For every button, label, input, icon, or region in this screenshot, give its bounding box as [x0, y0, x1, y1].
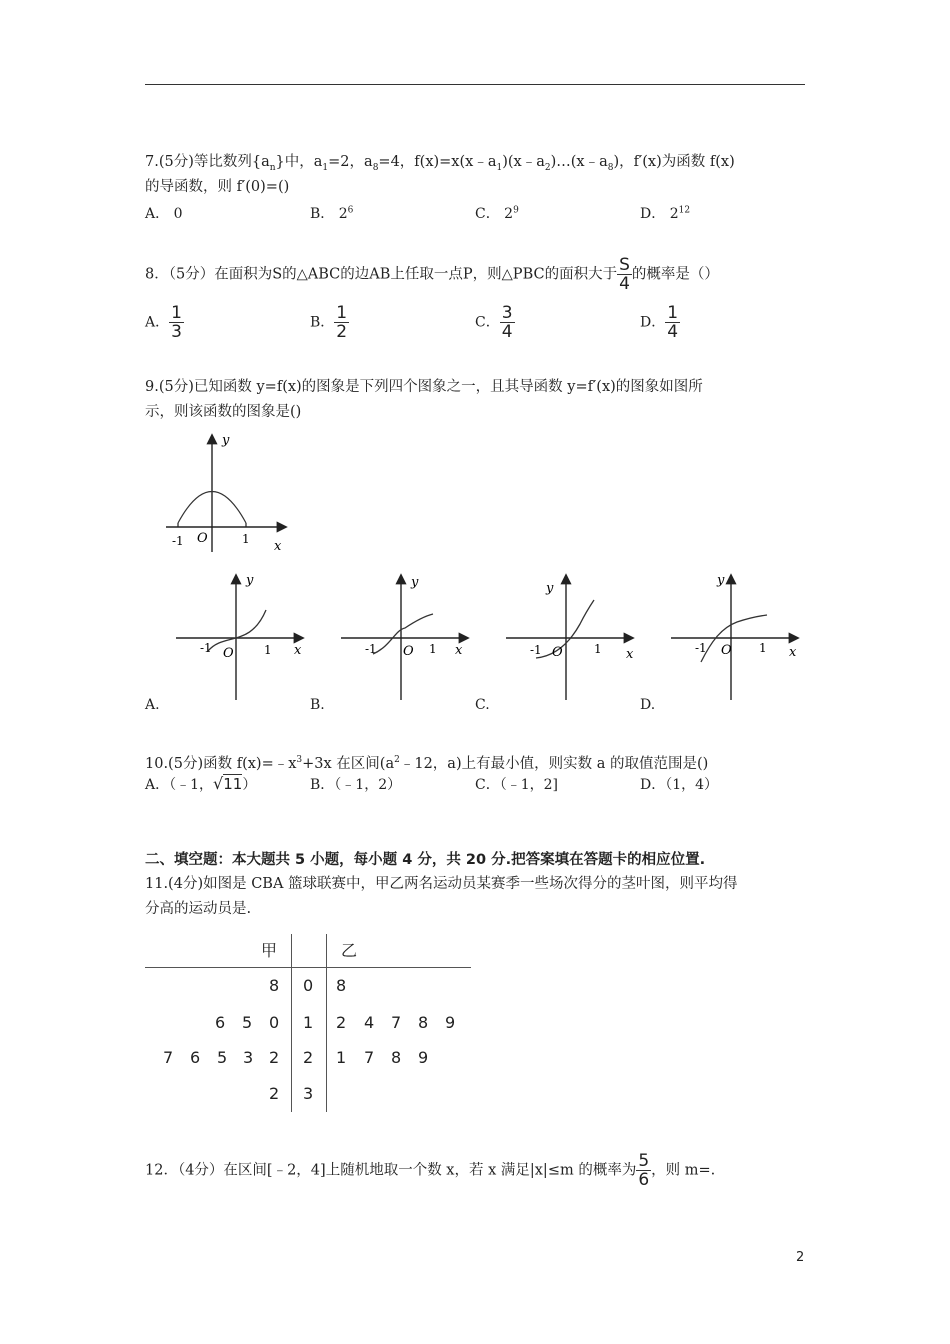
svg-text:y: y [411, 575, 419, 590]
leaf-left: 5 [242, 1013, 253, 1032]
q10-option-a: A．（﹣1，√11） [145, 774, 257, 793]
svg-text:1: 1 [759, 641, 767, 655]
leaf-right: 8 [418, 1013, 429, 1032]
stem: 3 [303, 1084, 314, 1103]
svg-text:1: 1 [264, 643, 272, 657]
q10-line1: 10.(5分)函数 $f(x)=﹣x^3+3x$ 在区间($a^2﹣12$，a)上有最小值，则实数 a 的取值范围是() [145, 755, 709, 772]
q9-graph-b [335, 572, 475, 702]
q9-graph-d [665, 572, 805, 702]
q7-line2: 的导函数，则 f′(0)=() [145, 179, 290, 195]
svg-text:-1: -1 [172, 534, 184, 548]
q9-line2: 示，则该函数的图象是() [145, 404, 302, 420]
q11-line1: 11.(4分)如图是 CBA 篮球联赛中，甲乙两名运动员某赛季一些场次得分的茎叶图，则平均得 [145, 876, 738, 892]
q10-option-d: D．（1，4） [640, 777, 719, 793]
q8-option-c: C． $\frac{3}{4}$ [475, 303, 513, 342]
leaf-right: 8 [336, 976, 347, 995]
svg-text:-1: -1 [695, 641, 707, 655]
leaf-right: 9 [445, 1013, 456, 1032]
leaf-left: 8 [269, 976, 280, 995]
q10-option-b: B．（﹣1，2） [310, 777, 402, 793]
leaf-left: 5 [217, 1048, 228, 1067]
svg-text:x: x [455, 643, 463, 658]
page-number: 2 [796, 1250, 805, 1265]
leaf-right: 7 [364, 1048, 375, 1067]
svg-text:1: 1 [594, 642, 602, 656]
q8-option-b: B． $\frac{1}{2}$ [310, 303, 348, 342]
q9-option-d-label: D. [640, 697, 656, 713]
leaf-left: 2 [269, 1084, 280, 1103]
leaf-left: 2 [269, 1048, 280, 1067]
q9-graph-a [170, 572, 310, 702]
leaf-right: 7 [391, 1013, 402, 1032]
q9-option-a-label: A. [145, 697, 160, 713]
q9-option-b-label: B. [310, 697, 325, 713]
leaf-left: 0 [269, 1013, 280, 1032]
leaf-right: 9 [418, 1048, 429, 1067]
svg-text:x: x [789, 645, 797, 660]
q11-line2: 分高的运动员是. [145, 901, 252, 917]
svg-text:x: x [294, 643, 302, 658]
leaf-left: 7 [163, 1048, 174, 1067]
q9-graph-c [500, 572, 640, 702]
q8-fraction: $\frac{S}{4}$ [619, 255, 630, 294]
header-jia: 甲 [261, 941, 278, 960]
q7-option-b: B． $2^6$ [310, 205, 354, 222]
leaf-left: 6 [215, 1013, 226, 1032]
q12-line1: 12．（4分）在区间[﹣2，4]上随机地取一个数 x，若 x 满足|x|≤m 的概率为 $\frac{5}{6}$ ，则 m=. [145, 1151, 716, 1190]
svg-text:O: O [197, 531, 208, 546]
leaf-right: 4 [364, 1013, 375, 1032]
q7-line1: 7.(5分)等比数列$\{a_n\}$中，$a_1=2$，$a_8=4$，$f(x)=x(x﹣a_1)(x﹣a_2)\dots(x﹣a_8)$，f′(x)为函数 f(x) [145, 154, 735, 173]
q7-option-c: C． $2^9$ [475, 205, 519, 222]
svg-text:x: x [274, 539, 282, 554]
svg-text:y: y [546, 581, 554, 596]
svg-text:1: 1 [242, 532, 250, 546]
svg-text:-1: -1 [200, 641, 212, 655]
svg-text:O: O [403, 644, 414, 659]
stem: 1 [303, 1013, 314, 1032]
section-heading: 二、填空题：本大题共 5 小题，每小题 4 分，共 20 分.把答案填在答题卡的相应位置. [145, 852, 706, 868]
leaf-right: 8 [391, 1048, 402, 1067]
svg-text:x: x [626, 647, 634, 662]
q8-option-a: A． $\frac{1}{3}$ [145, 303, 182, 342]
header-yi: 乙 [341, 941, 358, 960]
svg-text:-1: -1 [530, 643, 542, 657]
q7-option-a: A． 0 [145, 206, 183, 222]
svg-text:O: O [223, 646, 234, 661]
leaf-right: 1 [336, 1048, 347, 1067]
stem: 2 [303, 1048, 314, 1067]
q8-option-d: D． $\frac{1}{4}$ [640, 303, 679, 342]
q10-option-c: C．（﹣1，2] [475, 777, 558, 793]
q9-option-c-label: C. [475, 697, 490, 713]
svg-text:y: y [246, 573, 254, 588]
svg-text:y: y [222, 433, 230, 448]
svg-text:-1: -1 [365, 642, 377, 656]
derivative-graph [160, 430, 300, 555]
svg-text:O: O [721, 643, 732, 658]
q7-option-d: D． $2^{12}$ [640, 205, 691, 222]
svg-text:y: y [717, 573, 725, 588]
svg-text:1: 1 [429, 642, 437, 656]
q8-line1: 8．（5分）在面积为S的△ABC的边AB上任取一点P，则△PBC的面积大于 $\frac{S}{4}$ 的概率是（） [145, 255, 719, 294]
stem: 0 [303, 976, 314, 995]
stem-leaf-plot [145, 930, 475, 1115]
leaf-left: 6 [190, 1048, 201, 1067]
header-rule [145, 84, 805, 85]
q12-fraction: $\frac{5}{6}$ [638, 1151, 650, 1190]
q9-line1: 9.(5分)已知函数 y=f(x)的图象是下列四个图象之一，且其导函数 y=f′(x)的图象如图所 [145, 379, 703, 395]
sqrt-symbol: √ [213, 774, 224, 793]
svg-text:O: O [552, 645, 563, 660]
leaf-left: 3 [243, 1048, 254, 1067]
leaf-right: 2 [336, 1013, 347, 1032]
